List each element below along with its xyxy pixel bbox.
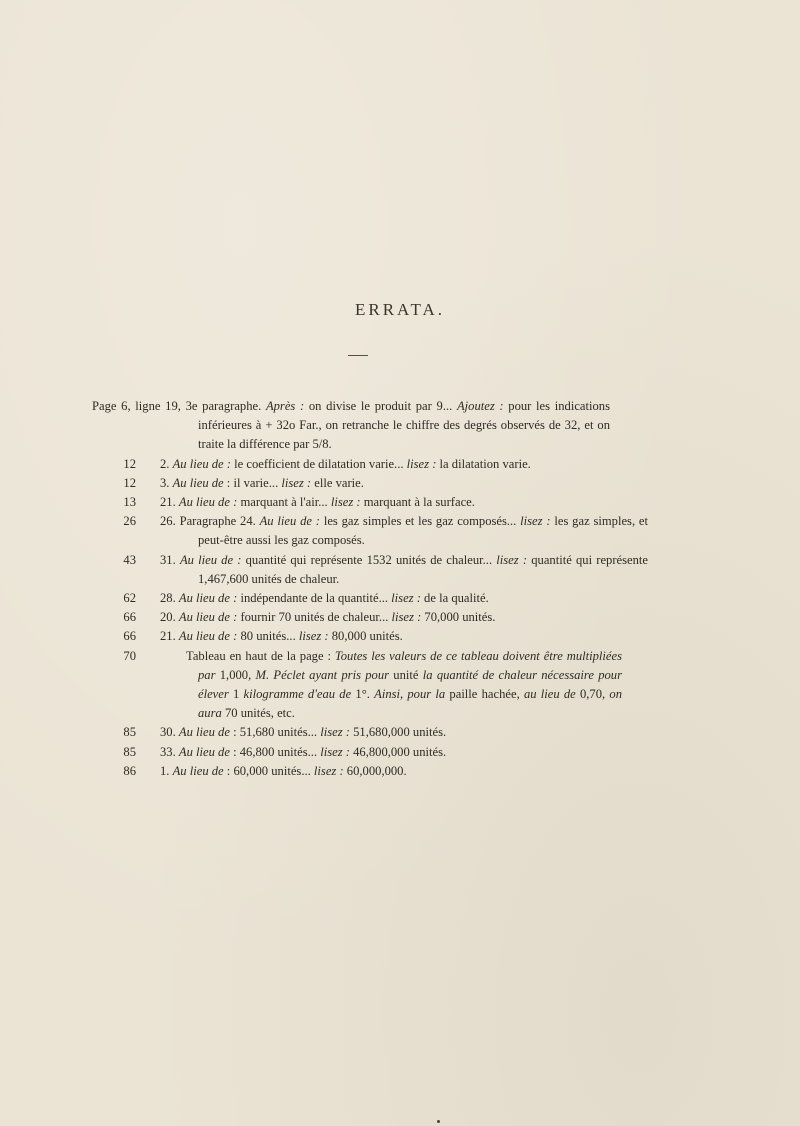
text: 46,800,000 unités. [349, 744, 447, 759]
correction-text [186, 647, 622, 724]
errata-list [0, 397, 800, 781]
text: Paragraphe 24. [179, 514, 260, 529]
text: les gaz simples et les gaz composés... [320, 514, 521, 529]
text: : 60,000 unités... [223, 763, 314, 778]
text: : 51,680 unités... [229, 725, 321, 740]
text: 60,000,000. [343, 763, 407, 778]
errata-entry [0, 512, 800, 550]
italic-text: Ajoutez : [456, 399, 504, 413]
correction-text [160, 455, 648, 474]
errata-entry [0, 723, 800, 742]
italic-text: la quantité de chaleur nécessaire pour élever [198, 667, 622, 702]
text: 1°. [351, 687, 375, 702]
italic-text: lisez : [320, 744, 350, 759]
italic-text: Au lieu de [172, 763, 224, 778]
errata-entry [0, 551, 800, 589]
errata-entry [0, 743, 800, 762]
title-divider [348, 355, 368, 356]
text: quantité qui représente 1,467,600 unités de chaleur. [198, 552, 649, 586]
text: paille hachée, [445, 687, 524, 702]
text: 51,680,000 unités. [349, 725, 447, 740]
line-number: 30. [160, 725, 179, 740]
italic-text: Au lieu de : [259, 514, 320, 529]
italic-text: au lieu de [523, 687, 576, 702]
italic-text: M. Péclet ayant pris pour [255, 667, 390, 682]
line-number: 26. [160, 514, 180, 529]
line-number: 2. [160, 456, 173, 471]
page-reference: Page 6, ligne 19, [92, 399, 181, 413]
text: fournir 70 unités de chaleur... [237, 610, 392, 625]
page-reference: 43 [123, 552, 136, 567]
text: 70,000 unités. [421, 610, 496, 625]
correction-text [160, 512, 648, 550]
text: 0,70, [575, 687, 610, 702]
correction-text [160, 743, 648, 762]
page-title: ERRATA. [354, 300, 445, 319]
errata-entry [0, 647, 800, 724]
text: elle varie. [311, 475, 364, 490]
italic-text: lisez : [406, 456, 437, 471]
correction-text [160, 762, 648, 781]
errata-entry [0, 455, 800, 474]
text: la dilatation varie. [436, 456, 531, 471]
line-number: 28. [160, 591, 179, 606]
line-number: 21. [160, 495, 179, 510]
italic-text: lisez : [298, 629, 329, 644]
italic-text: Ainsi, pour la [374, 687, 446, 702]
text: indépendante de la quantité... [237, 591, 392, 606]
correction-text [160, 493, 648, 512]
italic-text: lisez : [520, 514, 551, 529]
text: pour les indications inférieures à + 32o Far., on retranche le chiffre des degrés observés de 32, et on traite la différence par 5/8. [198, 399, 610, 452]
text: : 46,800 unités... [229, 744, 321, 759]
text: 80 unités... [237, 629, 299, 644]
text: 1 [228, 687, 244, 702]
italic-text: Toutes les valeurs de ce tableau doivent être multipliées par [198, 648, 623, 682]
page-reference: 12 [123, 475, 136, 490]
correction-text [160, 723, 648, 742]
correction-text [160, 474, 648, 493]
line-number: 1. [160, 763, 173, 778]
italic-text: lisez : [320, 725, 350, 740]
text: quantité qui représente 1532 unités de chaleur... [241, 552, 497, 567]
errata-entry [0, 493, 800, 512]
italic-text: Au lieu de : [178, 495, 238, 510]
page-reference: 85 [123, 725, 136, 740]
line-number: 3. [160, 475, 173, 490]
text: 80,000 unités. [328, 629, 403, 644]
italic-text: Au lieu de [172, 475, 224, 490]
text: marquant à la surface. [360, 495, 475, 510]
errata-entry [0, 608, 800, 627]
page-reference: 66 [123, 610, 136, 625]
text: de la qualité. [420, 591, 489, 606]
correction-text [160, 551, 648, 589]
text: on divise le produit par 9... [304, 399, 457, 413]
italic-text: Au lieu de : [172, 456, 231, 471]
italic-text: Au lieu de : [179, 552, 242, 567]
line-number: 21. [160, 629, 179, 644]
italic-text: Au lieu de : [178, 591, 238, 606]
line-number: 31. [160, 552, 180, 567]
italic-text: lisez : [496, 552, 528, 567]
italic-text: Au lieu de [178, 725, 230, 740]
page-reference: 70 [123, 648, 136, 663]
correction-text [160, 589, 648, 608]
errata-entry [0, 627, 800, 646]
correction-text [160, 627, 648, 646]
text: 1,000, [215, 667, 256, 682]
correction-text [160, 608, 648, 627]
page-reference: 86 [123, 763, 136, 778]
errata-entry [0, 589, 800, 608]
italic-text: lisez : [281, 475, 312, 490]
errata-entry [0, 474, 800, 493]
italic-text: lisez : [391, 591, 421, 606]
text: 70 unités, etc. [221, 706, 295, 721]
errata-entry [0, 397, 800, 455]
page-reference: 85 [123, 744, 136, 759]
errata-entry [0, 762, 800, 781]
page-reference: 12 [123, 456, 136, 471]
italic-text: Après : [265, 399, 305, 413]
correction-text [92, 397, 610, 455]
text: marquant à l'air... [237, 495, 331, 510]
page-reference: 13 [123, 495, 136, 510]
italic-text: Au lieu de : [178, 629, 238, 644]
page-reference: 66 [123, 629, 136, 644]
italic-text: Au lieu de [178, 744, 230, 759]
line-number: 20. [160, 610, 179, 625]
italic-text: Au lieu de : [178, 610, 238, 625]
text: unité [389, 667, 423, 682]
text: 3e paragraphe. [180, 399, 266, 413]
text: Tableau en haut de la page : [186, 648, 335, 663]
line-number: 33. [160, 744, 179, 759]
page-reference: 26 [123, 514, 136, 529]
text: les gaz simples, et peut-être aussi les gaz composés. [198, 514, 649, 548]
ink-speck [437, 1120, 440, 1123]
italic-text: lisez : [391, 610, 422, 625]
text: le coefficient de dilatation varie... [231, 456, 407, 471]
italic-text: kilogramme d'eau de [243, 687, 352, 702]
italic-text: on aura [198, 687, 622, 721]
italic-text: lisez : [330, 495, 361, 510]
text: : il varie... [223, 475, 282, 490]
page-reference: 62 [123, 591, 136, 606]
italic-text: lisez : [313, 763, 344, 778]
